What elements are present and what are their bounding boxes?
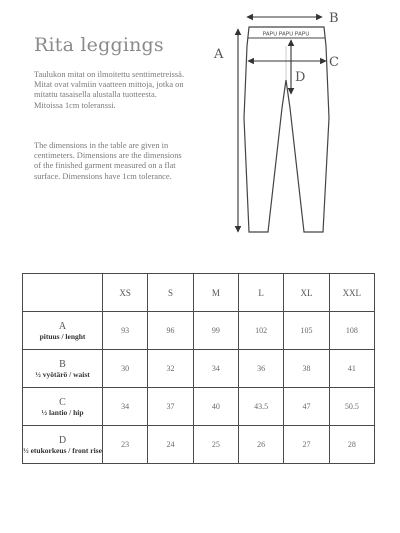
label-b: B [329, 11, 339, 26]
row-letter: C [59, 396, 66, 408]
table-cell: 27 [284, 426, 329, 464]
table-cell: 40 [193, 388, 238, 426]
row-header [23, 426, 103, 464]
table-row [23, 350, 375, 388]
size-header: S [148, 274, 193, 312]
row-name: pituus / lenght [39, 331, 86, 341]
table-cell: 50.5 [329, 388, 374, 426]
row-header [23, 388, 103, 426]
row-name: ½ etukorkeus / front rise [23, 445, 102, 455]
table-cell: 28 [329, 426, 374, 464]
table-cell: 26 [238, 426, 283, 464]
table-cell: 105 [284, 312, 329, 350]
table-cell: 47 [284, 388, 329, 426]
row-name: ½ lantio / hip [41, 407, 84, 417]
table-cell: 32 [148, 350, 193, 388]
size-header: XL [284, 274, 329, 312]
table-row [23, 388, 375, 426]
label-a: A [214, 47, 224, 62]
row-header [23, 312, 103, 350]
table-row [23, 426, 375, 464]
table-cell: 25 [193, 426, 238, 464]
table-cell: 99 [193, 312, 238, 350]
row-letter: B [59, 358, 66, 370]
leggings-outline [244, 27, 329, 232]
size-header: XS [103, 274, 148, 312]
description-finnish: Taulukon mitat on ilmoitettu senttimetreissä. Mitat ovat valmiin vaatteen mittoja, jotka on mitattu tasaisella alustalla tuotteesta. Mitoissa 1cm toleranssi. [34, 70, 184, 110]
row-letter: A [58, 320, 67, 332]
size-table [22, 273, 375, 464]
table-cell: 108 [329, 312, 374, 350]
label-d: D [295, 70, 306, 85]
label-c: C [329, 55, 339, 70]
table-cell: 37 [148, 388, 193, 426]
row-letter: D [58, 434, 67, 446]
table-cell: 38 [284, 350, 329, 388]
table-cell: 24 [148, 426, 193, 464]
table-cell: 41 [329, 350, 374, 388]
table-cell: 23 [103, 426, 148, 464]
table-cell: 36 [238, 350, 283, 388]
table-cell: 34 [103, 388, 148, 426]
table-header-row [23, 274, 375, 312]
row-name: ½ vyötärö / waist [35, 369, 90, 379]
table-row [23, 312, 375, 350]
leggings-diagram [200, 0, 400, 250]
size-header: L [238, 274, 283, 312]
row-header [23, 350, 103, 388]
table-corner-cell [23, 274, 103, 312]
table-cell: 34 [193, 350, 238, 388]
table-cell: 102 [238, 312, 283, 350]
waistband-print: PAPU PAPU PAPU [262, 31, 310, 38]
table-cell: 30 [103, 350, 148, 388]
table-cell: 93 [103, 312, 148, 350]
size-header: XXL [329, 274, 374, 312]
page-title: Rita leggings [34, 34, 164, 56]
table-cell: 96 [148, 312, 193, 350]
table-cell: 43.5 [238, 388, 283, 426]
size-header: M [193, 274, 238, 312]
description-english: The dimensions in the table are given in centimeters. Dimensions are the dimensions of the finished garment measured on a flat surface. Dimensions have 1cm tolerance. [34, 141, 182, 181]
